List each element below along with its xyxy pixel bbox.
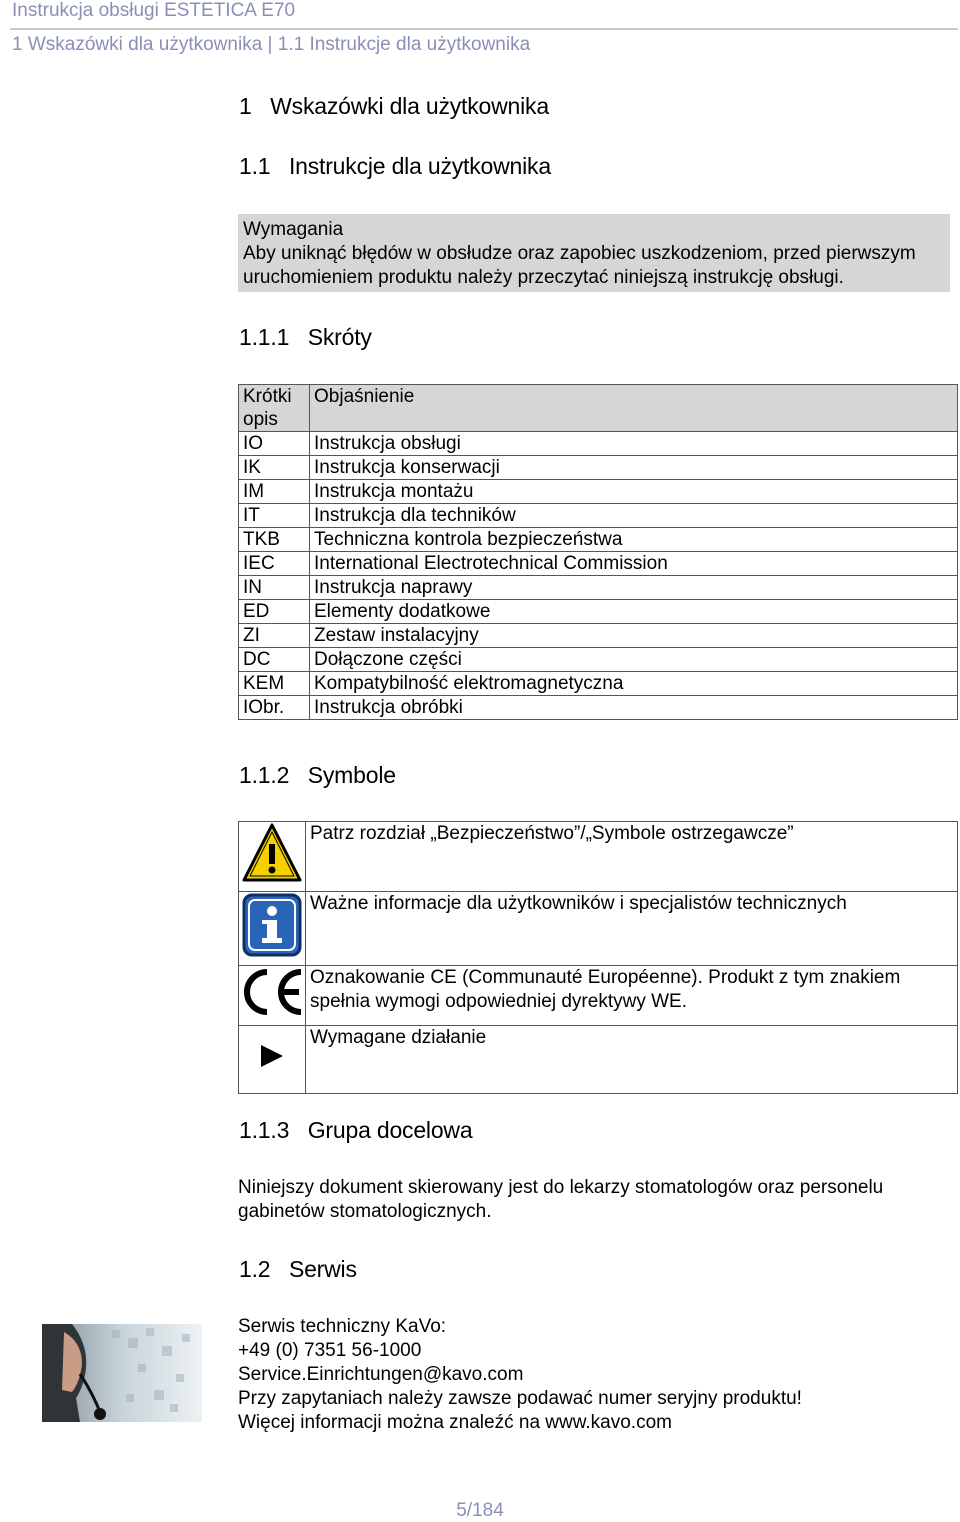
service-heading: Serwis techniczny KaVo: (238, 1316, 447, 1337)
explanation-cell: Techniczna kontrola bezpieczeństwa (310, 528, 958, 552)
requirement-label: Wymagania (243, 219, 344, 240)
action-arrow-icon (257, 1041, 287, 1071)
table-row (239, 1026, 958, 1094)
ce-mark-icon (239, 966, 305, 1018)
heading-text: Wskazówki dla użytkownika (270, 93, 549, 119)
abbreviation-cell: DC (239, 648, 310, 672)
heading-1-1-3 (239, 1117, 472, 1144)
page-number: 5/184 (456, 1500, 504, 1521)
service-phone: +49 (0) 7351 56-1000 (238, 1340, 422, 1361)
table-row (239, 966, 958, 1026)
explanation-cell: Dołączone części (310, 648, 958, 672)
symbol-cell (239, 1026, 306, 1094)
table-row (239, 504, 958, 528)
info-icon (241, 892, 303, 958)
symbol-cell (239, 892, 306, 966)
abbreviation-cell: IObr. (239, 696, 310, 720)
requirement-box (238, 214, 950, 292)
abbreviation-cell: IEC (239, 552, 310, 576)
abbreviations-table (238, 384, 958, 720)
abbreviation-cell: IO (239, 432, 310, 456)
table-row (239, 696, 958, 720)
document-title: Instrukcja obsługi ESTETICA E70 (12, 0, 296, 21)
explanation-cell: Instrukcja dla techników (310, 504, 958, 528)
explanation-cell: Instrukcja naprawy (310, 576, 958, 600)
heading-text: Skróty (307, 324, 372, 350)
service-note: Przy zapytaniach należy zawsze podawać numer seryjny produktu! (238, 1388, 802, 1409)
heading-text: Instrukcje dla użytkownika (288, 153, 551, 179)
breadcrumb: 1 Wskazówki dla użytkownika | 1.1 Instrukcje dla użytkownika (12, 34, 531, 55)
table-row (239, 648, 958, 672)
warning-triangle-icon (241, 822, 303, 884)
table-row (239, 892, 958, 966)
explanation-cell: Instrukcja obróbki (310, 696, 958, 720)
heading-number: 1 (239, 93, 252, 119)
explanation-cell: Instrukcja montażu (310, 480, 958, 504)
column-header-explanation: Objaśnienie (310, 385, 958, 432)
symbol-cell (239, 822, 306, 892)
abbreviation-cell: ED (239, 600, 310, 624)
abbreviation-cell: IN (239, 576, 310, 600)
heading-text: Symbole (307, 762, 396, 788)
abbreviation-cell: KEM (239, 672, 310, 696)
heading-1 (239, 93, 549, 120)
heading-number: 1.1 (239, 153, 271, 179)
symbol-description: Oznakowanie CE (Communauté Européenne). Produkt z tym znakiem spełnia wymogi odpowiedniej dyrektywy WE. (306, 966, 958, 1026)
table-row (239, 624, 958, 648)
heading-number: 1.1.1 (239, 324, 290, 350)
explanation-cell: International Electrotechnical Commission (310, 552, 958, 576)
explanation-cell: Instrukcja konserwacji (310, 456, 958, 480)
abbreviation-cell: IM (239, 480, 310, 504)
heading-1-1 (239, 153, 551, 180)
heading-1-1-2 (239, 762, 396, 789)
service-info (238, 1315, 802, 1435)
heading-number: 1.2 (239, 1256, 271, 1282)
table-row (239, 528, 958, 552)
symbol-description: Wymagane działanie (306, 1026, 958, 1094)
heading-text: Serwis (288, 1256, 357, 1282)
table-row (239, 576, 958, 600)
target-group-text: Niniejszy dokument skierowany jest do lekarzy stomatologów oraz personelu gabinetów stomatologicznych. (238, 1177, 884, 1222)
symbol-cell (239, 966, 306, 1026)
service-more-info: Więcej informacji można znaleźć na www.kavo.com (238, 1412, 672, 1433)
explanation-cell: Zestaw instalacyjny (310, 624, 958, 648)
table-row (239, 600, 958, 624)
abbreviation-cell: ZI (239, 624, 310, 648)
heading-number: 1.1.3 (239, 1117, 290, 1143)
heading-text: Grupa docelowa (307, 1117, 473, 1143)
service-email[interactable]: Service.Einrichtungen@kavo.com (238, 1364, 524, 1385)
symbols-table (238, 821, 958, 1094)
heading-1-2 (239, 1256, 357, 1283)
abbreviation-cell: IT (239, 504, 310, 528)
symbol-description: Patrz rozdział „Bezpieczeństwo”/„Symbole ostrzegawcze” (306, 822, 958, 892)
table-row (239, 552, 958, 576)
table-row (239, 456, 958, 480)
table-row (239, 672, 958, 696)
table-header-row (239, 385, 958, 432)
explanation-cell: Kompatybilność elektromagnetyczna (310, 672, 958, 696)
table-row (239, 822, 958, 892)
column-header-short: Krótki opis (239, 385, 310, 432)
explanation-cell: Elementy dodatkowe (310, 600, 958, 624)
header-divider (10, 28, 958, 30)
heading-number: 1.1.2 (239, 762, 290, 788)
abbreviation-cell: IK (239, 456, 310, 480)
explanation-cell: Instrukcja obsługi (310, 432, 958, 456)
abbreviation-cell: TKB (239, 528, 310, 552)
symbol-description: Ważne informacje dla użytkowników i specjalistów technicznych (306, 892, 958, 966)
table-row (239, 432, 958, 456)
heading-1-1-1 (239, 324, 372, 351)
service-photo (42, 1324, 202, 1422)
table-row (239, 480, 958, 504)
requirement-text: Aby uniknąć błędów w obsłudze oraz zapobiec uszkodzeniom, przed pierwszym uruchomieniem produktu należy przeczytać niniejszą instrukcję obsługi. (243, 243, 916, 288)
